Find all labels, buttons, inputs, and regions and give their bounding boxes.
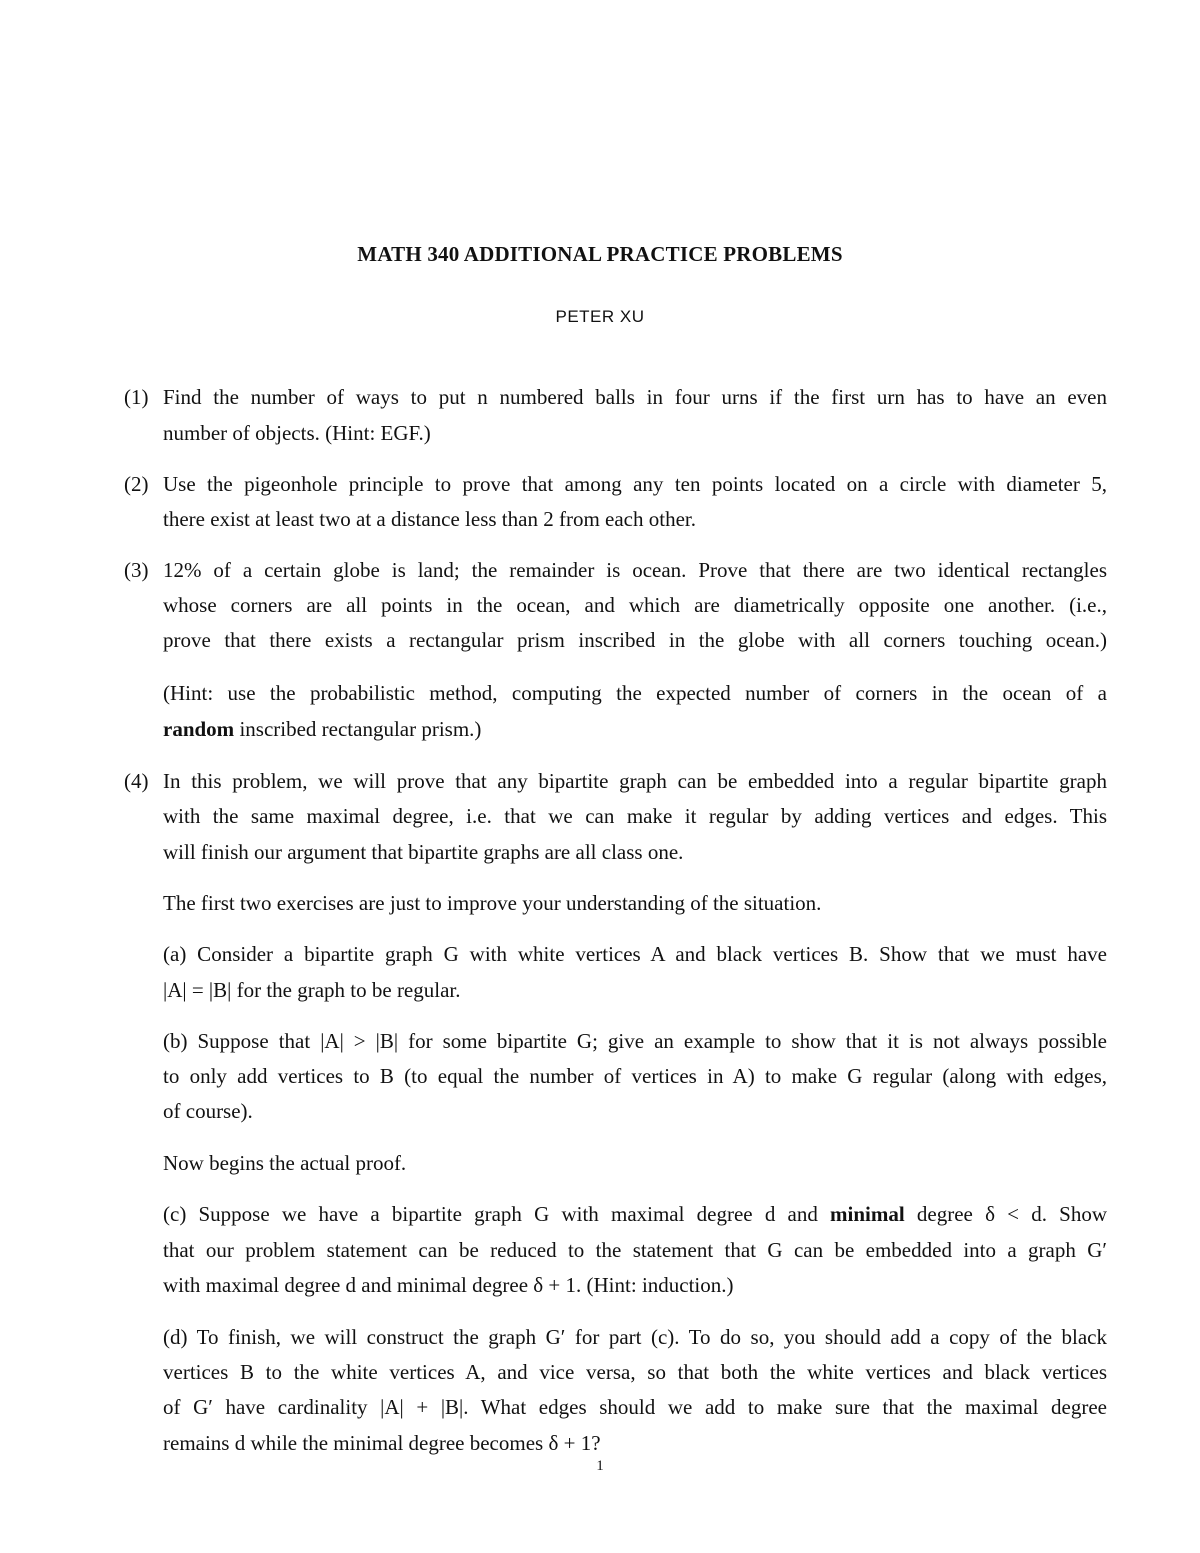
problem-3-line-1: 12% of a certain globe is land; the remainder is ocean. Prove that there are two identical rectangles	[163, 558, 1107, 582]
problem-3-hint-line-2	[163, 715, 1107, 743]
problem-4-line-2: with the same maximal degree, i.e. that we can make it regular by adding vertices and edges. This	[163, 804, 1107, 828]
problem-3-line-3: prove that there exists a rectangular prism inscribed in the globe with all corners touching ocean.)	[163, 628, 1107, 652]
part-d-line-2: vertices B to the white vertices A, and vice versa, so that both the white vertices and black vertices	[163, 1360, 1107, 1384]
problem-number: (2)	[124, 472, 149, 496]
document-title: MATH 340 ADDITIONAL PRACTICE PROBLEMS	[357, 242, 843, 266]
part-c-line-3: with maximal degree d and minimal degree δ + 1. (Hint: induction.)	[163, 1273, 734, 1297]
part-c-line-1-start: (c) Suppose we have a bipartite graph G with maximal degree d and	[163, 1202, 831, 1226]
proof-intro: Now begins the actual proof.	[163, 1151, 407, 1175]
author-name: PETER XU	[555, 307, 645, 326]
part-a-line-1: (a) Consider a bipartite graph G with white vertices A and black vertices B. Show that we must have	[163, 942, 1107, 966]
problem-number: (3)	[124, 558, 149, 582]
problem-3-line-2: whose corners are all points in the ocean, and which are diametrically opposite one another. (i.e.,	[163, 593, 1107, 617]
part-d-line-4: remains d while the minimal degree becomes δ + 1?	[163, 1431, 601, 1455]
problem-4-line-3: will finish our argument that bipartite graphs are all class one.	[163, 840, 684, 864]
problem-3-hint-line-1: (Hint: use the probabilistic method, computing the expected number of corners in the ocean of a	[163, 681, 1107, 705]
hint-line-2-rest: inscribed rectangular prism.)	[234, 717, 482, 741]
problem-number: (4)	[124, 769, 149, 793]
part-c-line-1-end: degree δ < d. Show	[904, 1202, 1107, 1226]
page-number: 1	[596, 1458, 604, 1474]
problem-1-line-1: Find the number of ways to put n numbered balls in four urns if the first urn has to have an even	[163, 385, 1107, 409]
part-d-line-1: (d) To finish, we will construct the graph G′ for part (c). To do so, you should add a copy of the black	[163, 1325, 1107, 1349]
emphasis-minimal: minimal	[830, 1202, 905, 1226]
emphasis-random: random	[163, 717, 235, 741]
part-b-line-3: of course).	[163, 1099, 253, 1123]
problem-1-line-2: number of objects. (Hint: EGF.)	[163, 421, 431, 445]
problem-2-line-2: there exist at least two at a distance less than 2 from each other.	[163, 507, 696, 531]
problem-number: (1)	[124, 385, 149, 409]
part-b-line-1: (b) Suppose that |A| > |B| for some bipartite G; give an example to show that it is not always possible	[163, 1029, 1107, 1053]
part-a-line-2: |A| = |B| for the graph to be regular.	[163, 978, 461, 1002]
part-d-line-3: of G′ have cardinality |A| + |B|. What edges should we add to make sure that the maximal degree	[163, 1395, 1107, 1419]
part-c-line-1	[163, 1200, 1107, 1228]
part-b-line-2: to only add vertices to B (to equal the number of vertices in A) to make G regular (along with edges,	[163, 1064, 1107, 1088]
problem-2-line-1: Use the pigeonhole principle to prove that among any ten points located on a circle with diameter 5,	[163, 472, 1107, 496]
problem-4-line-1: In this problem, we will prove that any bipartite graph can be embedded into a regular bipartite graph	[163, 769, 1107, 793]
part-c-line-2: that our problem statement can be reduced to the statement that G can be embedded into a graph G′	[163, 1238, 1107, 1262]
problem-4-intro: The first two exercises are just to improve your understanding of the situation.	[163, 891, 822, 915]
